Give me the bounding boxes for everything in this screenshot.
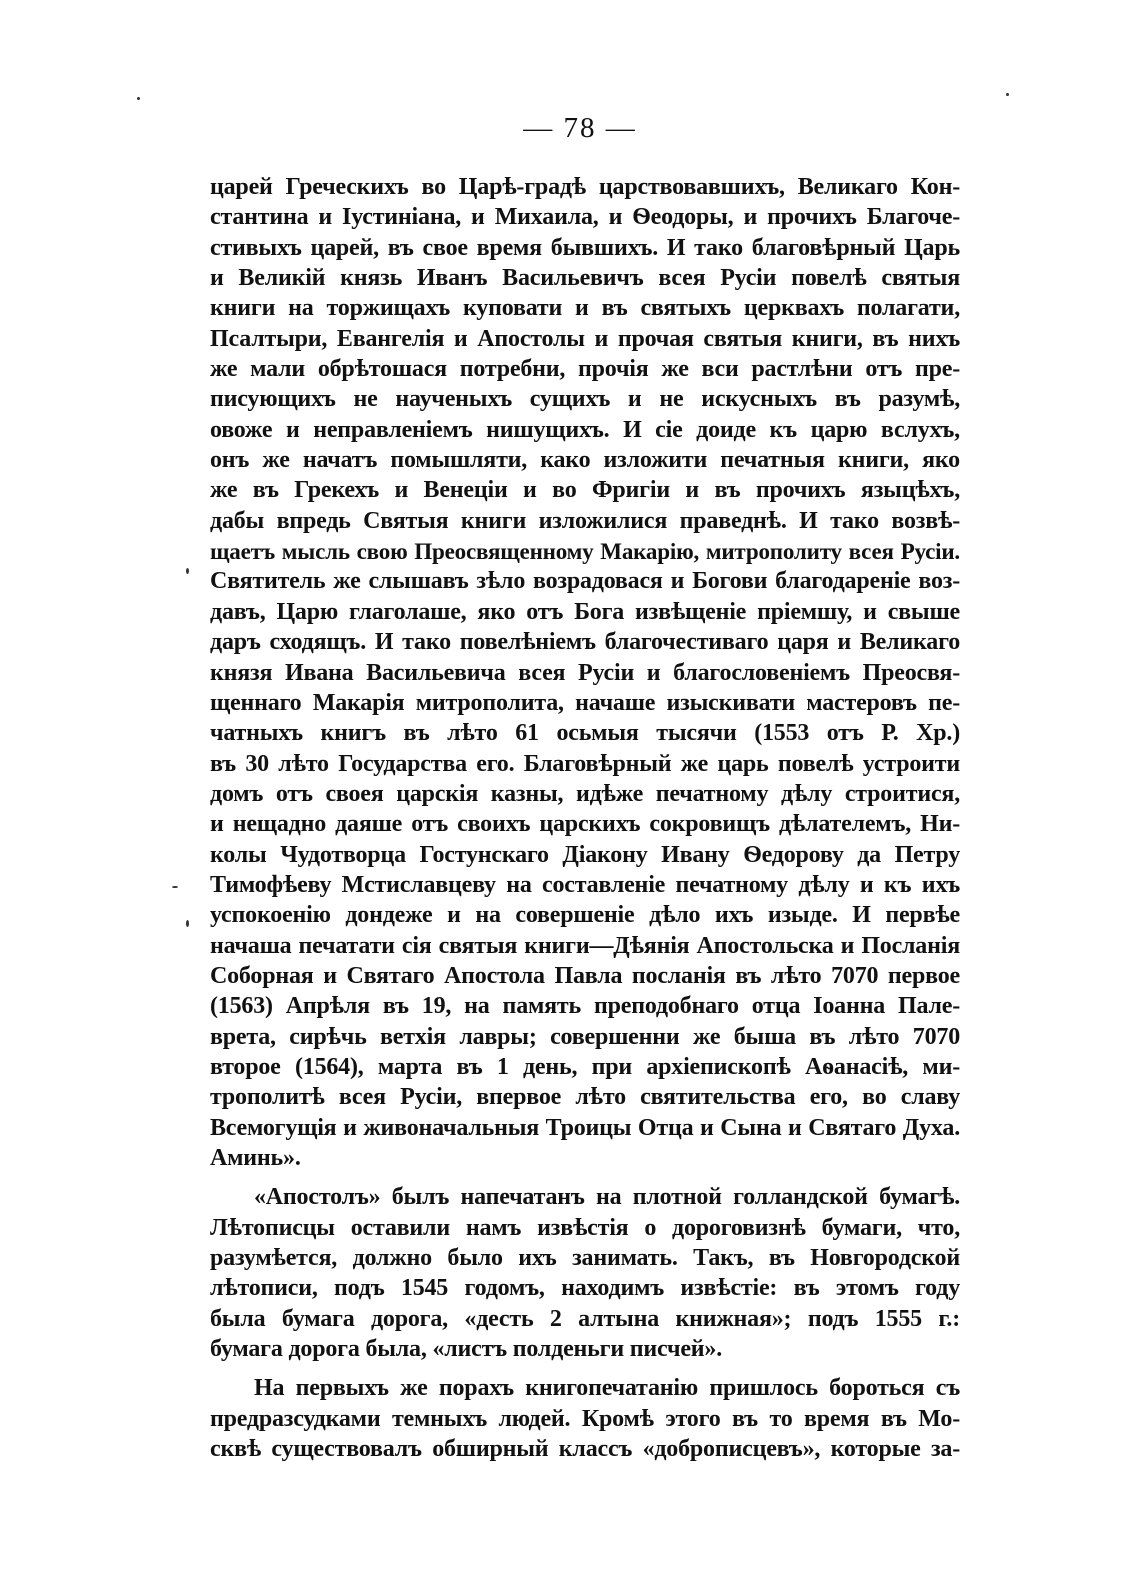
text-line: царей Греческихъ во Царѣ-градѣ царствовавшихъ, Великаго Кон- — [210, 174, 960, 200]
body-text — [210, 172, 960, 1464]
text-line: чатныхъ книгъ въ лѣто 61 осьмыя тысячи (1553 отъ Р. Хр.) — [210, 720, 960, 747]
text-line: бумага дорога была, «листъ полденьги писчей». — [210, 1336, 723, 1363]
text-line: колы Чудотворца Гостунскаго Діакону Ивану Ѳедорову да Петру — [210, 841, 960, 868]
text-line: начаша печатати сія святыя книги—Дѣянія Апостольска и Посланія — [210, 932, 960, 959]
text-line: (1563) Апрѣля въ 19, на память преподобнаго отца Іоанна Пале- — [210, 993, 960, 1020]
paragraph — [210, 1373, 960, 1464]
text-line: князя Ивана Васильевича всея Русіи и благословеніемъ Преосвя- — [210, 659, 960, 686]
text-line: щеннаго Макарія митрополита, начаше изыскивати мастеровъ пе- — [210, 689, 960, 716]
text-line: и нещадно даяше отъ своихъ царскихъ сокровищъ дѣлателемъ, Ни- — [210, 811, 960, 838]
text-line: успокоенію дондеже и на совершеніе дѣло ихъ изыде. И первѣе — [210, 902, 960, 929]
text-line: щаетъ мысль свою Преосвященному Макарію, митрополиту всея Русіи. — [210, 538, 960, 565]
page-number: — 78 — — [523, 112, 637, 144]
text-line: домъ отъ своея царскія казны, идѣже печатному дѣлу строитися, — [210, 780, 960, 807]
text-line: Соборная и Святаго Апостола Павла посланія въ лѣто 7070 первое — [210, 962, 960, 989]
text-line: и Великій князь Иванъ Васильевичъ всея Русіи повелѣ святыя — [210, 265, 960, 292]
text-line: Псалтыри, Евангелія и Апостолы и прочая святыя книги, въ нихъ — [210, 325, 960, 352]
text-line: Лѣтописцы оставили намъ извѣстія о дороговизнѣ бумаги, что, — [210, 1214, 960, 1241]
text-line: Святитель же слышавъ зѣло возрадовася и Богови благодареніе воз- — [210, 568, 960, 595]
text-line: же мали обрѣтошася потребни, прочія же вси растлѣни отъ пре- — [210, 356, 960, 383]
text-line: писующихъ не наученыхъ сущихъ и не искусныхъ въ разумѣ, — [210, 386, 960, 413]
text-line: стантина и Іустиніана, и Михаила, и Ѳеодоры, и прочихъ Благоче- — [210, 204, 960, 231]
text-line: Всемогущія и живоначальныя Троицы Отца и Сына и Святаго Духа. — [210, 1114, 960, 1141]
text-line: врета, сирѣчь ветхія лавры; совершенни же быша въ лѣто 7070 — [210, 1023, 960, 1050]
scan-speck — [186, 920, 189, 927]
text-line: дабы впредь Святыя книги изложилися праведнѣ. И тако возвѣ- — [210, 507, 960, 534]
text-line: онъ же начатъ помышляти, како изложити печатныя книги, яко — [210, 447, 960, 474]
scan-speck — [1006, 93, 1009, 96]
text-line: «Апостолъ» былъ напечатанъ на плотной голландской бумагѣ. — [254, 1184, 960, 1211]
paragraph — [210, 1182, 960, 1364]
text-line: была бумага дорога, «десть 2 алтына книжная»; подъ 1555 г.: — [210, 1305, 960, 1332]
text-line: разумѣется, должно было ихъ занимать. Такъ, въ Новгородской — [210, 1245, 960, 1272]
text-line: овоже и неправленіемъ нишущихъ. И сіе доиде къ царю вслухъ, — [210, 416, 960, 443]
text-line: На первыхъ же порахъ книгопечатанію пришлось бороться съ — [254, 1375, 960, 1402]
scan-speck — [137, 97, 140, 100]
scan-speck — [172, 886, 178, 888]
text-line: Аминь». — [210, 1145, 301, 1171]
text-line: Тимофѣеву Мстиславцеву на составленіе печатному дѣлу и къ ихъ — [210, 871, 960, 898]
text-line: второе (1564), марта въ 1 день, при архіепископѣ Аѳанасіѣ, ми- — [210, 1053, 960, 1080]
scan-speck — [186, 568, 189, 574]
text-line: въ 30 лѣто Государства его. Благовѣрный же царь повелѣ устроити — [210, 750, 960, 777]
paragraph — [210, 172, 960, 1173]
text-line: книги на торжищахъ куповати и въ святыхъ церквахъ полагати, — [210, 295, 960, 322]
text-line: трополитѣ всея Русіи, впервое лѣто святительства его, во славу — [210, 1084, 960, 1111]
text-line: лѣтописи, подъ 1545 годомъ, находимъ извѣстіе: въ этомъ году — [210, 1275, 960, 1302]
text-line: даръ сходящъ. И тако повелѣніемъ благочестиваго царя и Великаго — [210, 629, 960, 656]
text-line: давъ, Царю глаголаше, яко отъ Бога извѣщеніе пріемшу, и свыше — [210, 598, 960, 625]
text-line: стивыхъ царей, въ свое время бывшихъ. И тако благовѣрный Царь — [210, 234, 960, 261]
text-line: же въ Грекехъ и Венеціи и во Фригіи и въ прочихъ языцѣхъ, — [210, 477, 960, 504]
text-line: предразсудками темныхъ людей. Кромѣ этого въ то время въ Мо- — [210, 1405, 960, 1432]
text-line: сквѣ существовалъ обширный классъ «доброписцевъ», которые за- — [210, 1436, 960, 1463]
